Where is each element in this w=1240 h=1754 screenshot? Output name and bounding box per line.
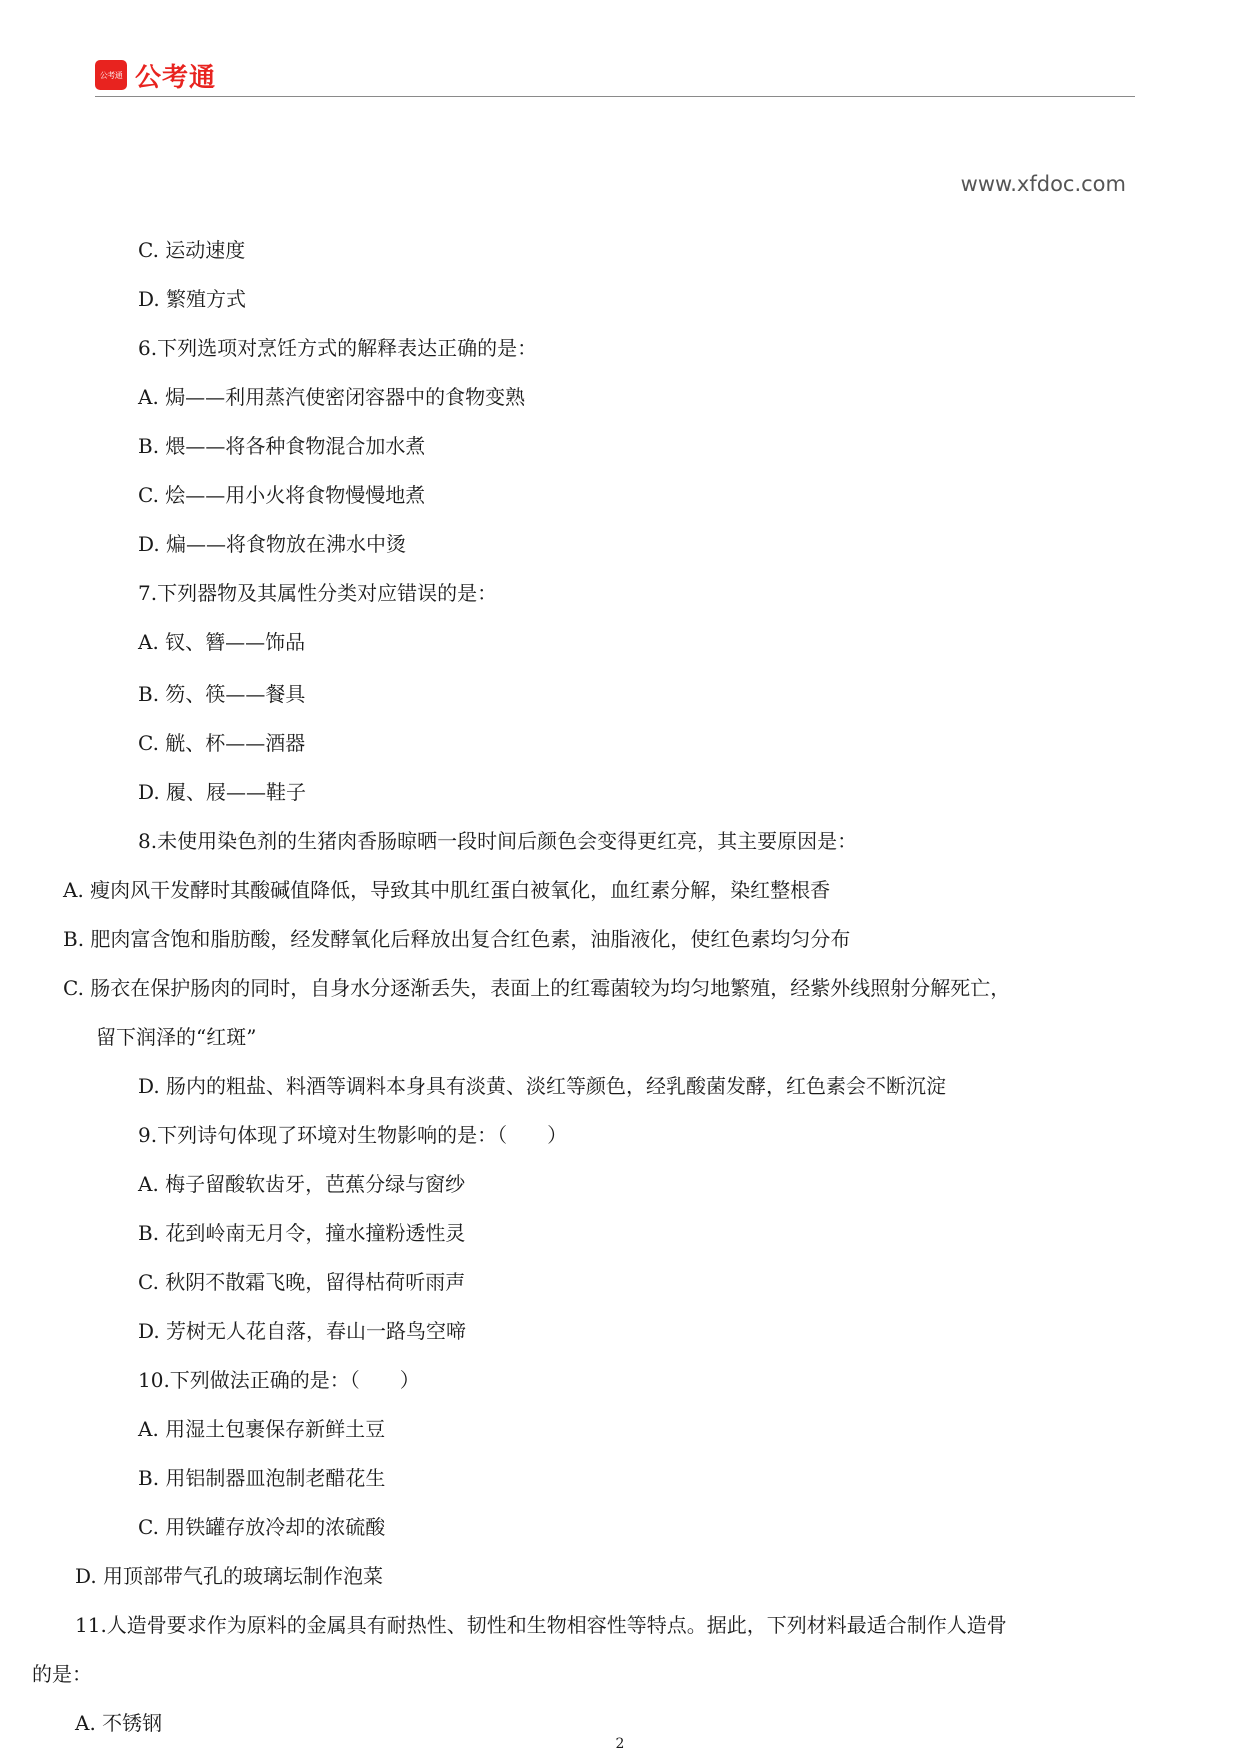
question-line-continued: 的是： [32, 1662, 92, 1686]
option-line: A. 不锈钢 [75, 1711, 163, 1735]
option-line: C. 觥、杯——酒器 [138, 731, 306, 755]
option-line: B. 肥肉富含饱和脂肪酸，经发酵氧化后释放出复合红色素，油脂液化，使红色素均匀分布 [63, 927, 851, 951]
option-line: C. 烩——用小火将食物慢慢地煮 [138, 483, 426, 507]
option-line: C. 肠衣在保护肠肉的同时，自身水分逐渐丢失，表面上的红霉菌较为均匀地繁殖，经紫外线照射分解死亡， [63, 976, 1011, 1000]
option-line: C. 用铁罐存放冷却的浓硫酸 [138, 1515, 386, 1539]
logo-badge: 公考通 [95, 60, 127, 90]
option-line: D. 用顶部带气孔的玻璃坛制作泡菜 [75, 1564, 384, 1588]
question-line: 11.人造骨要求作为原料的金属具有耐热性、韧性和生物相容性等特点。据此，下列材料最适合制作人造骨 [75, 1613, 1007, 1637]
header-divider [95, 96, 1135, 97]
option-line: A. 梅子留酸软齿牙，芭蕉分绿与窗纱 [138, 1172, 466, 1196]
option-line: D. 芳树无人花自落，春山一路鸟空啼 [138, 1319, 467, 1343]
header-logo [95, 58, 216, 92]
logo-text: 公考通 [135, 62, 217, 93]
option-line: C. 秋阴不散霜飞晚，留得枯荷听雨声 [138, 1270, 466, 1294]
page-number: 2 [615, 1736, 625, 1752]
question-line: 6.下列选项对烹饪方式的解释表达正确的是： [138, 336, 538, 360]
question-line: 8.未使用染色剂的生猪肉香肠晾晒一段时间后颜色会变得更红亮，其主要原因是： [138, 829, 858, 853]
option-line: D. 繁殖方式 [138, 287, 247, 311]
option-line: B. 笏、筷——餐具 [138, 682, 306, 706]
option-line: D. 煸——将食物放在沸水中烫 [138, 532, 407, 556]
option-line: B. 煨——将各种食物混合加水煮 [138, 434, 426, 458]
option-line: A. 焗——利用蒸汽使密闭容器中的食物变熟 [138, 385, 526, 409]
option-line: D. 履、屐——鞋子 [138, 780, 307, 804]
question-line: 10.下列做法正确的是：（ ） [138, 1368, 420, 1392]
option-line: B. 花到岭南无月令，撞水撞粉透性灵 [138, 1221, 466, 1245]
option-line: A. 瘦肉风干发酵时其酸碱值降低，导致其中肌红蛋白被氧化，血红素分解，染红整根香 [63, 878, 831, 902]
question-line: 7.下列器物及其属性分类对应错误的是： [138, 581, 498, 605]
option-line: B. 用铝制器皿泡制老醋花生 [138, 1466, 386, 1490]
option-line: A. 用湿土包裹保存新鲜土豆 [138, 1417, 386, 1441]
question-line: 9.下列诗句体现了环境对生物影响的是：（ ） [138, 1123, 568, 1147]
option-line-continued: 留下润泽的“红斑” [96, 1025, 257, 1049]
option-line: D. 肠内的粗盐、料酒等调料本身具有淡黄、淡红等颜色，经乳酸菌发酵，红色素会不断沉淀 [138, 1074, 947, 1098]
option-line: A. 钗、簪——饰品 [138, 630, 306, 654]
option-line: C. 运动速度 [138, 238, 246, 262]
watermark-url: www.xfdoc.com [960, 172, 1126, 196]
